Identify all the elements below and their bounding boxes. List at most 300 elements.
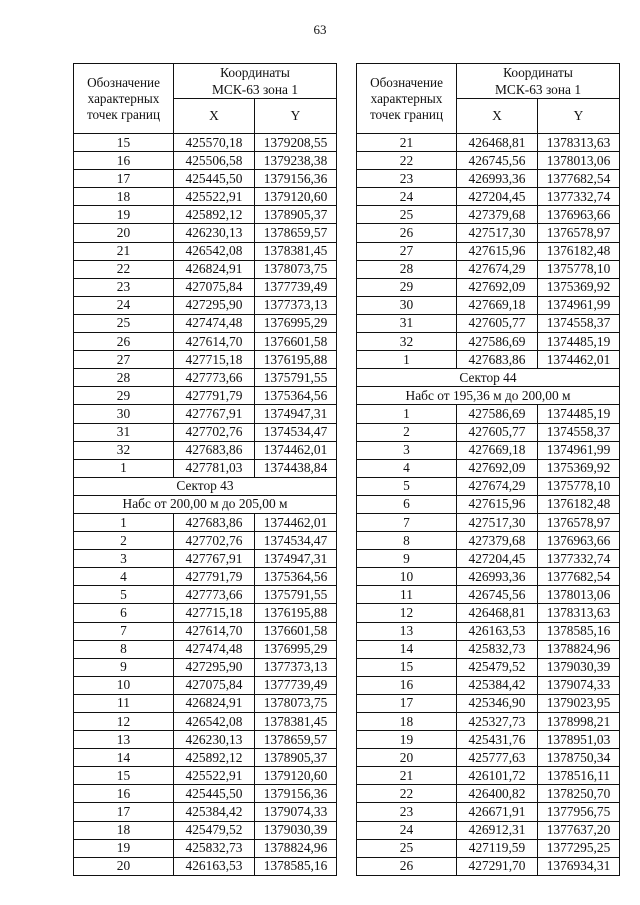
table-row — [74, 152, 337, 170]
x-coordinate: 427474,48 — [174, 640, 255, 658]
x-coordinate: 427781,03 — [174, 459, 255, 477]
x-coordinate: 427517,30 — [457, 513, 538, 531]
x-coordinate: 425522,91 — [174, 767, 255, 785]
table-row — [74, 314, 337, 332]
table-row — [74, 441, 337, 459]
x-coordinate: 427767,91 — [174, 405, 255, 423]
y-coordinate: 1378905,37 — [255, 206, 337, 224]
y-coordinate: 1377956,75 — [538, 803, 620, 821]
point-number: 9 — [357, 550, 457, 568]
y-coordinate: 1378659,57 — [255, 224, 337, 242]
y-coordinate: 1375791,55 — [255, 586, 337, 604]
x-coordinate: 426824,91 — [174, 260, 255, 278]
point-number: 1 — [357, 405, 457, 423]
point-number: 7 — [74, 622, 174, 640]
y-coordinate: 1374947,31 — [255, 405, 337, 423]
y-coordinate: 1374462,01 — [255, 513, 337, 531]
y-coordinate: 1378585,16 — [255, 857, 337, 875]
table-row — [74, 767, 337, 785]
table-row — [357, 749, 620, 767]
x-header: X — [457, 99, 538, 134]
table-row — [357, 459, 620, 477]
coordinates-header-line1: Координаты — [220, 65, 290, 80]
table-row — [74, 260, 337, 278]
x-coordinate: 426745,56 — [457, 586, 538, 604]
y-coordinate: 1378381,45 — [255, 242, 337, 260]
table-row — [74, 278, 337, 296]
y-coordinate: 1376578,97 — [538, 513, 620, 531]
x-coordinate: 427683,86 — [174, 513, 255, 531]
table-row — [357, 477, 620, 495]
point-number: 19 — [74, 839, 174, 857]
designation-header-line2: характерных — [370, 90, 443, 106]
y-coordinate: 1378250,70 — [538, 785, 620, 803]
y-coordinate: 1379023,95 — [538, 694, 620, 712]
point-number: 7 — [357, 513, 457, 531]
point-number: 22 — [357, 785, 457, 803]
x-coordinate: 425777,63 — [457, 749, 538, 767]
y-coordinate: 1374558,37 — [538, 314, 620, 332]
table-row — [357, 224, 620, 242]
table-row — [74, 713, 337, 731]
point-number: 32 — [357, 333, 457, 351]
y-coordinate: 1375778,10 — [538, 260, 620, 278]
point-number: 4 — [357, 459, 457, 477]
x-coordinate: 425892,12 — [174, 749, 255, 767]
point-number: 25 — [357, 206, 457, 224]
y-coordinate: 1376182,48 — [538, 242, 620, 260]
x-coordinate: 427615,96 — [457, 242, 538, 260]
point-number: 9 — [74, 658, 174, 676]
table-row — [74, 351, 337, 369]
point-number: 24 — [74, 296, 174, 314]
y-coordinate: 1377373,13 — [255, 658, 337, 676]
point-number: 28 — [357, 260, 457, 278]
point-number: 12 — [74, 713, 174, 731]
point-number: 19 — [74, 206, 174, 224]
table-row — [74, 170, 337, 188]
x-coordinate: 427605,77 — [457, 423, 538, 441]
x-coordinate: 426912,31 — [457, 821, 538, 839]
y-coordinate: 1379030,39 — [538, 658, 620, 676]
point-number: 17 — [357, 694, 457, 712]
table-row — [357, 405, 620, 423]
y-coordinate: 1377373,13 — [255, 296, 337, 314]
y-coordinate: 1374462,01 — [255, 441, 337, 459]
x-coordinate: 427669,18 — [457, 441, 538, 459]
coordinates-table-right — [356, 63, 620, 876]
designation-header-line1: Обозначение — [370, 74, 443, 90]
x-coordinate: 427586,69 — [457, 333, 538, 351]
point-number: 5 — [357, 477, 457, 495]
y-coordinate: 1379120,60 — [255, 767, 337, 785]
coordinates-header-line2: МСК-63 зона 1 — [494, 82, 582, 97]
point-number: 1 — [357, 351, 457, 369]
y-coordinate: 1375364,56 — [255, 568, 337, 586]
x-coordinate: 426542,08 — [174, 713, 255, 731]
table-row — [74, 640, 337, 658]
point-number: 11 — [357, 586, 457, 604]
x-coordinate: 425832,73 — [174, 839, 255, 857]
point-number: 30 — [357, 296, 457, 314]
y-coordinate: 1374534,47 — [255, 423, 337, 441]
x-coordinate: 426542,08 — [174, 242, 255, 260]
point-number: 4 — [74, 568, 174, 586]
point-number: 10 — [74, 676, 174, 694]
x-coordinate: 427517,30 — [457, 224, 538, 242]
section-heading: Сектор 44 — [357, 369, 620, 387]
point-number: 17 — [74, 803, 174, 821]
x-coordinate: 427075,84 — [174, 278, 255, 296]
y-coordinate: 1378313,63 — [538, 604, 620, 622]
table-row — [357, 242, 620, 260]
point-number: 13 — [357, 622, 457, 640]
table-row — [74, 532, 337, 550]
point-number: 14 — [357, 640, 457, 658]
table-row — [357, 333, 620, 351]
x-coordinate: 427674,29 — [457, 260, 538, 278]
x-coordinate: 426993,36 — [457, 568, 538, 586]
x-coordinate: 426230,13 — [174, 224, 255, 242]
point-number: 15 — [357, 658, 457, 676]
y-coordinate: 1378951,03 — [538, 731, 620, 749]
x-coordinate: 427791,79 — [174, 568, 255, 586]
x-coordinate: 427474,48 — [174, 314, 255, 332]
y-coordinate: 1379156,36 — [255, 785, 337, 803]
y-coordinate: 1377739,49 — [255, 676, 337, 694]
point-number: 18 — [74, 821, 174, 839]
point-number: 23 — [357, 170, 457, 188]
coordinates-header-line2: МСК-63 зона 1 — [211, 82, 299, 97]
table-row — [74, 658, 337, 676]
y-coordinate: 1374438,84 — [255, 459, 337, 477]
table-row — [74, 296, 337, 314]
designation-header-line2: характерных — [87, 90, 160, 106]
point-number: 29 — [357, 278, 457, 296]
point-number: 20 — [74, 224, 174, 242]
x-coordinate: 425479,52 — [457, 658, 538, 676]
point-number: 21 — [357, 134, 457, 152]
y-coordinate: 1379074,33 — [538, 676, 620, 694]
y-coordinate: 1376182,48 — [538, 495, 620, 513]
coordinates-header-line1: Координаты — [503, 65, 573, 80]
x-coordinate: 427715,18 — [174, 604, 255, 622]
x-coordinate: 425431,76 — [457, 731, 538, 749]
section-heading: Набс от 195,36 м до 200,00 м — [357, 387, 620, 405]
table-row — [357, 152, 620, 170]
y-coordinate: 1377682,54 — [538, 170, 620, 188]
table-row — [357, 296, 620, 314]
point-number: 2 — [357, 423, 457, 441]
x-coordinate: 427379,68 — [457, 206, 538, 224]
x-coordinate: 426163,53 — [457, 622, 538, 640]
point-number: 5 — [74, 586, 174, 604]
x-coordinate: 427773,66 — [174, 369, 255, 387]
point-number: 12 — [357, 604, 457, 622]
point-number: 23 — [74, 278, 174, 296]
point-number: 6 — [74, 604, 174, 622]
table-row — [357, 767, 620, 785]
y-coordinate: 1377332,74 — [538, 550, 620, 568]
y-coordinate: 1374485,19 — [538, 333, 620, 351]
x-coordinate: 425832,73 — [457, 640, 538, 658]
table-row — [74, 749, 337, 767]
table-row — [74, 224, 337, 242]
y-coordinate: 1378750,34 — [538, 749, 620, 767]
table-row — [74, 459, 337, 477]
table-row — [357, 803, 620, 821]
point-number: 19 — [357, 731, 457, 749]
x-coordinate: 426993,36 — [457, 170, 538, 188]
y-coordinate: 1375778,10 — [538, 477, 620, 495]
point-number: 13 — [74, 731, 174, 749]
point-number: 26 — [357, 857, 457, 875]
x-coordinate: 426468,81 — [457, 604, 538, 622]
table-row — [357, 423, 620, 441]
y-coordinate: 1374961,99 — [538, 296, 620, 314]
y-coordinate: 1374961,99 — [538, 441, 620, 459]
point-number: 16 — [74, 785, 174, 803]
coordinates-table-left — [73, 63, 337, 876]
table-row — [74, 821, 337, 839]
y-header: Y — [255, 99, 337, 134]
table-row — [357, 351, 620, 369]
y-coordinate: 1379120,60 — [255, 188, 337, 206]
table-row — [357, 495, 620, 513]
y-coordinate: 1376195,88 — [255, 604, 337, 622]
y-coordinate: 1378073,75 — [255, 694, 337, 712]
x-coordinate: 426468,81 — [457, 134, 538, 152]
table-row — [74, 369, 337, 387]
point-number: 24 — [357, 821, 457, 839]
point-number: 16 — [74, 152, 174, 170]
table-row — [357, 170, 620, 188]
point-number: 21 — [357, 767, 457, 785]
table-body — [74, 134, 337, 876]
point-number: 28 — [74, 369, 174, 387]
y-coordinate: 1376578,97 — [538, 224, 620, 242]
point-number: 22 — [357, 152, 457, 170]
coordinates-header — [174, 64, 337, 99]
y-coordinate: 1376963,66 — [538, 532, 620, 550]
y-coordinate: 1374534,47 — [255, 532, 337, 550]
point-number: 1 — [74, 513, 174, 531]
page-number: 63 — [313, 22, 327, 37]
x-coordinate: 426101,72 — [457, 767, 538, 785]
table-row — [74, 694, 337, 712]
point-number: 8 — [74, 640, 174, 658]
table-row — [74, 134, 337, 152]
y-coordinate: 1374558,37 — [538, 423, 620, 441]
point-number: 15 — [74, 767, 174, 785]
point-number: 15 — [74, 134, 174, 152]
y-coordinate: 1378381,45 — [255, 713, 337, 731]
x-coordinate: 425445,50 — [174, 170, 255, 188]
x-coordinate: 427692,09 — [457, 278, 538, 296]
x-coordinate: 427773,66 — [174, 586, 255, 604]
table-row — [357, 532, 620, 550]
y-coordinate: 1377739,49 — [255, 278, 337, 296]
y-coordinate: 1374462,01 — [538, 351, 620, 369]
table-row — [357, 857, 620, 875]
y-coordinate: 1376195,88 — [255, 351, 337, 369]
y-coordinate: 1375791,55 — [255, 369, 337, 387]
point-number: 23 — [357, 803, 457, 821]
x-coordinate: 427605,77 — [457, 314, 538, 332]
point-number: 30 — [74, 405, 174, 423]
point-number: 32 — [74, 441, 174, 459]
section-heading-row — [74, 477, 337, 495]
point-number: 2 — [74, 532, 174, 550]
point-number: 27 — [74, 351, 174, 369]
table-row — [74, 604, 337, 622]
table-row — [357, 640, 620, 658]
point-number: 6 — [357, 495, 457, 513]
table-row — [74, 857, 337, 875]
table-row — [74, 405, 337, 423]
point-number: 10 — [357, 568, 457, 586]
table-row — [357, 188, 620, 206]
table-row — [74, 622, 337, 640]
y-coordinate: 1375369,92 — [538, 459, 620, 477]
x-coordinate: 426824,91 — [174, 694, 255, 712]
section-heading: Набс от 200,00 м до 205,00 м — [74, 495, 337, 513]
x-coordinate: 427204,45 — [457, 188, 538, 206]
designation-header-line3: точек границ — [369, 106, 444, 122]
y-coordinate: 1375369,92 — [538, 278, 620, 296]
y-coordinate: 1378013,06 — [538, 586, 620, 604]
x-coordinate: 427295,90 — [174, 658, 255, 676]
table-row — [74, 387, 337, 405]
section-heading: Сектор 43 — [74, 477, 337, 495]
x-header: X — [174, 99, 255, 134]
x-coordinate: 425327,73 — [457, 713, 538, 731]
y-coordinate: 1378998,21 — [538, 713, 620, 731]
designation-header — [357, 64, 457, 134]
x-coordinate: 427692,09 — [457, 459, 538, 477]
table-row — [357, 658, 620, 676]
point-number: 1 — [74, 459, 174, 477]
x-coordinate: 426230,13 — [174, 731, 255, 749]
y-coordinate: 1378905,37 — [255, 749, 337, 767]
section-heading-row — [357, 387, 620, 405]
y-coordinate: 1377682,54 — [538, 568, 620, 586]
coordinates-header — [457, 64, 620, 99]
point-number: 17 — [74, 170, 174, 188]
x-coordinate: 426671,91 — [457, 803, 538, 821]
table-row — [357, 622, 620, 640]
table-row — [357, 731, 620, 749]
point-number: 25 — [357, 839, 457, 857]
y-coordinate: 1378313,63 — [538, 134, 620, 152]
table-row — [74, 188, 337, 206]
table-row — [357, 676, 620, 694]
x-coordinate: 427715,18 — [174, 351, 255, 369]
table-row — [357, 713, 620, 731]
x-coordinate: 427119,59 — [457, 839, 538, 857]
table-row — [357, 821, 620, 839]
y-coordinate: 1376601,58 — [255, 622, 337, 640]
y-coordinate: 1378659,57 — [255, 731, 337, 749]
table-row — [74, 513, 337, 531]
x-coordinate: 425445,50 — [174, 785, 255, 803]
designation-header-line1: Обозначение — [87, 74, 160, 90]
y-coordinate: 1378516,11 — [538, 767, 620, 785]
section-heading-row — [74, 495, 337, 513]
point-number: 3 — [357, 441, 457, 459]
point-number: 31 — [357, 314, 457, 332]
point-number: 20 — [357, 749, 457, 767]
x-coordinate: 427586,69 — [457, 405, 538, 423]
table-row — [357, 604, 620, 622]
table-row — [357, 206, 620, 224]
y-coordinate: 1379238,38 — [255, 152, 337, 170]
table-row — [357, 314, 620, 332]
x-coordinate: 425346,90 — [457, 694, 538, 712]
y-coordinate: 1377295,25 — [538, 839, 620, 857]
x-coordinate: 427683,86 — [174, 441, 255, 459]
point-number: 22 — [74, 260, 174, 278]
point-number: 18 — [74, 188, 174, 206]
x-coordinate: 425506,58 — [174, 152, 255, 170]
y-coordinate: 1377637,20 — [538, 821, 620, 839]
point-number: 14 — [74, 749, 174, 767]
point-number: 31 — [74, 423, 174, 441]
x-coordinate: 427674,29 — [457, 477, 538, 495]
y-coordinate: 1379208,55 — [255, 134, 337, 152]
designation-header — [74, 64, 174, 134]
point-number: 25 — [74, 314, 174, 332]
x-coordinate: 427791,79 — [174, 387, 255, 405]
table-body — [357, 134, 620, 876]
y-coordinate: 1379030,39 — [255, 821, 337, 839]
x-coordinate: 425570,18 — [174, 134, 255, 152]
point-number: 8 — [357, 532, 457, 550]
x-coordinate: 425892,12 — [174, 206, 255, 224]
table-row — [357, 839, 620, 857]
point-number: 18 — [357, 713, 457, 731]
point-number: 16 — [357, 676, 457, 694]
table-row — [74, 803, 337, 821]
y-coordinate: 1378013,06 — [538, 152, 620, 170]
table-row — [74, 206, 337, 224]
x-coordinate: 425384,42 — [457, 676, 538, 694]
y-coordinate: 1377332,74 — [538, 188, 620, 206]
y-coordinate: 1375364,56 — [255, 387, 337, 405]
x-coordinate: 426400,82 — [457, 785, 538, 803]
point-number: 29 — [74, 387, 174, 405]
x-coordinate: 427767,91 — [174, 550, 255, 568]
x-coordinate: 427615,96 — [457, 495, 538, 513]
table-row — [357, 441, 620, 459]
y-coordinate: 1378824,96 — [538, 640, 620, 658]
x-coordinate: 427683,86 — [457, 351, 538, 369]
y-coordinate: 1376934,31 — [538, 857, 620, 875]
table-row — [357, 260, 620, 278]
y-coordinate: 1374947,31 — [255, 550, 337, 568]
point-number: 27 — [357, 242, 457, 260]
table-row — [357, 694, 620, 712]
table-row — [74, 568, 337, 586]
x-coordinate: 427379,68 — [457, 532, 538, 550]
x-coordinate: 425522,91 — [174, 188, 255, 206]
table-row — [357, 586, 620, 604]
table-row — [357, 134, 620, 152]
x-coordinate: 427075,84 — [174, 676, 255, 694]
y-coordinate: 1378073,75 — [255, 260, 337, 278]
table-row — [357, 568, 620, 586]
table-row — [357, 550, 620, 568]
